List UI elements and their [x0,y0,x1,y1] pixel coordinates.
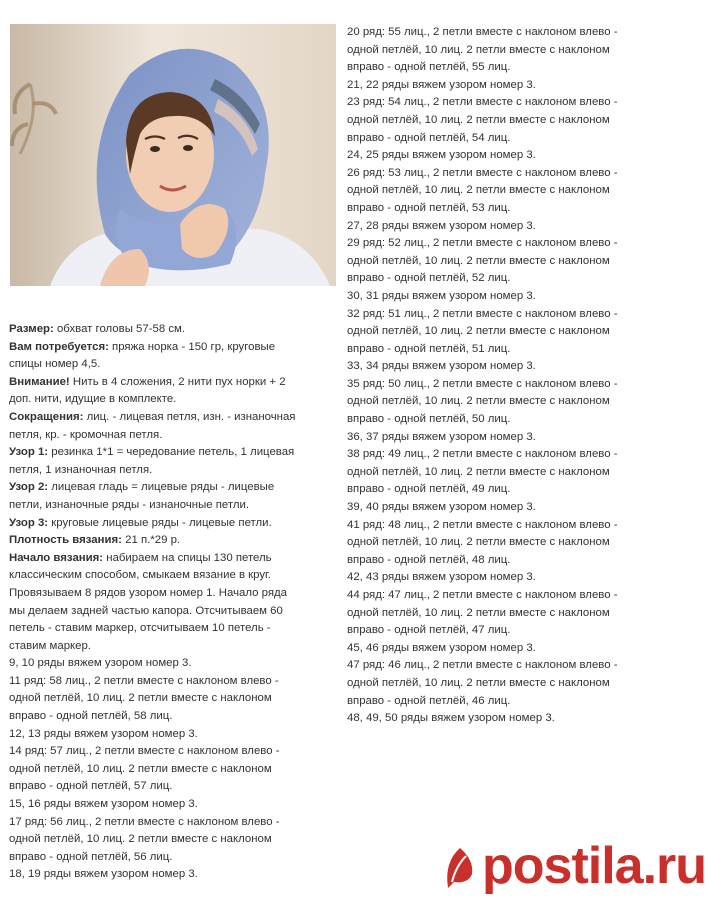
row-line: вправо - одной петлёй, 57 лиц. [9,780,173,793]
pattern1-label: Узор 1: [9,446,49,459]
left-column [9,321,329,884]
row-line: 35 ряд: 50 лиц., 2 петли вместе с наклоном влево - [347,377,618,390]
start-text: набираем на спицы 130 петель [103,551,272,564]
row-line: вправо - одной петлёй, 48 лиц. [347,553,511,566]
pattern3-line [9,515,329,533]
row-line: 36, 37 ряды вяжем узором номер 3. [347,430,536,443]
row-line: 12, 13 ряды вяжем узором номер 3. [9,727,198,740]
row-line: 24, 25 ряды вяжем узором номер 3. [347,149,536,162]
pattern3-text: круговые лицевые ряды - лицевые петли. [48,516,272,529]
right-column [347,24,659,728]
pattern1-text: резинка 1*1 = чередование петель, 1 лицевая [48,446,295,459]
row-line: одной петлёй, 10 лиц. 2 петли вместе с наклоном [347,536,610,549]
pattern2-label: Узор 2: [9,481,49,494]
row-line: одной петлёй, 10 лиц. 2 петли вместе с наклоном [347,43,610,56]
start-line-2: классическим способом, смыкаем вязание в круг. [9,569,271,582]
woman-in-hood-illustration [10,24,336,286]
row-line: одной петлёй, 10 лиц. 2 петли вместе с наклоном [347,606,610,619]
row-line: 21, 22 ряды вяжем узором номер 3. [347,78,536,91]
row-line: 33, 34 ряды вяжем узором номер 3. [347,360,536,373]
pattern2-text: лицевая гладь = лицевые ряды - лицевые [48,481,275,494]
row-line: 23 ряд: 54 лиц., 2 петли вместе с наклоном влево - [347,96,618,109]
row-line: 44 ряд: 47 лиц., 2 петли вместе с наклоном влево - [347,589,618,601]
row-line: одной петлёй, 10 лиц. 2 петли вместе с наклоном [347,676,610,689]
row-line: 29 ряд: 52 лиц., 2 петли вместе с наклоном влево - [347,237,618,250]
pattern3-label: Узор 3: [9,516,49,529]
row-line: одной петлёй, 10 лиц. 2 петли вместе с наклоном [347,113,610,126]
pattern1-line-2: петля, 1 изнаночная петля. [9,463,153,476]
abbr-label: Сокращения: [9,410,84,423]
gauge-text: 21 п.*29 р. [121,534,181,547]
row-line: 45, 46 ряды вяжем узором номер 3. [347,641,536,654]
need-line [9,339,329,357]
row-line: 47 ряд: 46 лиц., 2 петли вместе с наклоном влево - [347,659,618,672]
start-line-6: ставим маркер. [9,639,91,652]
start-line-4: мы делаем задней частью капора. Отсчитываем 60 [9,604,283,617]
hood-photo [10,24,336,286]
row-line: одной петлёй, 10 лиц. 2 петли вместе с наклоном [347,465,610,478]
row-line: вправо - одной петлёй, 49 лиц. [347,483,511,496]
row-line: одной петлёй, 10 лиц. 2 петли вместе с наклоном [347,254,610,267]
row-line: вправо - одной петлёй, 54 лиц. [347,131,511,144]
row-line: 18, 19 ряды вяжем узором номер 3. [9,868,198,881]
watermark-text: postila.ru [482,837,706,895]
pattern1-line [9,444,329,462]
attention-line-2: доп. нити, идущие в комплекте. [9,393,177,406]
gauge-label: Плотность вязания: [9,534,122,547]
attention-label: Внимание! [9,375,70,388]
start-line [9,550,329,568]
row-line: одной петлёй, 10 лиц. 2 петли вместе с наклоном [347,184,610,197]
row-line: вправо - одной петлёй, 58 лиц. [9,710,173,723]
postila-leaf-icon [442,842,476,890]
attention-line [9,374,329,392]
need-label: Вам потребуется: [9,340,109,353]
postila-watermark[interactable] [442,837,706,895]
size-line [9,321,329,339]
abbr-line-2: петля, кр. - кромочная петля. [9,428,163,441]
row-line: вправо - одной петлёй, 55 лиц. [347,61,511,74]
pattern2-line [9,479,329,497]
row-line: 30, 31 ряды вяжем узором номер 3. [347,289,536,302]
start-line-3: Провязываем 8 рядов узором номер 1. Начало ряда [9,586,287,599]
size-label: Размер: [9,323,54,335]
abbr-text: лиц. - лицевая петля, изн. - изнаночная [83,410,296,423]
row-line: 48, 49, 50 ряды вяжем узором номер 3. [347,712,555,725]
size-text: обхват головы 57-58 см. [53,323,186,335]
row-line: 14 ряд: 57 лиц., 2 петли вместе с наклоном влево - [9,745,280,758]
row-line: 32 ряд: 51 лиц., 2 петли вместе с наклоном влево - [347,307,618,320]
row-line: 9, 10 ряды вяжем узором номер 3. [9,657,192,670]
row-line: 27, 28 ряды вяжем узором номер 3. [347,219,536,232]
row-line: 20 ряд: 55 лиц., 2 петли вместе с наклоном влево - [347,26,618,38]
row-line: одной петлёй, 10 лиц. 2 петли вместе с наклоном [9,833,272,846]
row-line: вправо - одной петлёй, 53 лиц. [347,201,511,214]
row-line: 26 ряд: 53 лиц., 2 петли вместе с наклоном влево - [347,166,618,179]
row-line: 39, 40 ряды вяжем узором номер 3. [347,501,536,514]
row-line: 15, 16 ряды вяжем узором номер 3. [9,798,198,811]
row-line: вправо - одной петлёй, 46 лиц. [347,694,511,707]
row-line: вправо - одной петлёй, 47 лиц. [347,624,511,637]
start-line-5: петель - ставим маркер, отсчитываем 10 петель - [9,622,271,635]
row-line: вправо - одной петлёй, 56 лиц. [9,850,173,863]
row-line: вправо - одной петлёй, 50 лиц. [347,413,511,426]
row-line: 38 ряд: 49 лиц., 2 петли вместе с наклоном влево - [347,448,618,461]
attention-text: Нить в 4 сложения, 2 нити пух норки + 2 [69,375,286,388]
need-line-2: спицы номер 4,5. [9,358,101,371]
row-line: одной петлёй, 10 лиц. 2 петли вместе с наклоном [347,325,610,338]
gauge-line [9,532,329,550]
row-line: одной петлёй, 10 лиц. 2 петли вместе с наклоном [347,395,610,408]
row-line: 11 ряд: 58 лиц., 2 петли вместе с наклоном влево - [9,674,279,687]
row-line: 17 ряд: 56 лиц., 2 петли вместе с наклоном влево - [9,815,280,828]
row-line: одной петлёй, 10 лиц. 2 петли вместе с наклоном [9,762,272,775]
row-line: одной петлёй, 10 лиц. 2 петли вместе с наклоном [9,692,272,705]
need-text: пряжа норка - 150 гр, круговые [108,340,276,353]
row-line: вправо - одной петлёй, 51 лиц. [347,342,511,355]
row-line: вправо - одной петлёй, 52 лиц. [347,272,511,285]
start-label: Начало вязания: [9,551,104,564]
abbr-line [9,409,329,427]
pattern2-line-2: петли, изнаночные ряды - изнаночные петли. [9,498,250,511]
row-line: 42, 43 ряды вяжем узором номер 3. [347,571,536,584]
row-line: 41 ряд: 48 лиц., 2 петли вместе с наклоном влево - [347,518,618,531]
